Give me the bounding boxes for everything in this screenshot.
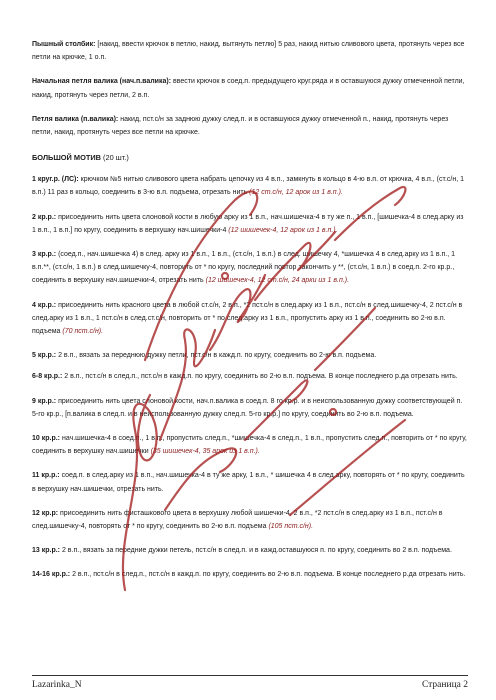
- row-text: крючком №5 нитью сливового цвета набрать цепочку из 4 в.п., замкнуть в кольцо в 4-ю в.п. от крючка, 4 в.п., (ст.с/н, 1 в.п.) 11 раз в кольцо, соединить в 3-ю в.п. подъема, отрезать нить: [32, 176, 464, 197]
- row-instruction: [32, 544, 468, 557]
- row-text: присоединить нить красного цвета в любой ст.с/н, 2 в.п., *2 пст.с/н в след.арку из 1 в.п., пст.с/н в след.шишечку-4, 2 пст.с/н в след.арку из 1 в.п., 1 пст.с/н в след.ст.с/н, повторить от * по след.арку из 1 в.п., пропустить арку из 1 в.п., соединить во 2-ю в.п. подъема: [32, 301, 463, 336]
- row-instruction: [32, 469, 468, 495]
- row-text: присоединить нить цвета слоновой кости, нач.п.валика в соед.п. 8 го кр.р. и в неиспользованную дужку соответствующей п. 5-го кр.р., [п.валика в след.п. и в неиспользованную дужку след.п. 5-го кр.р.] по кругу, соединить во 2-ю в.п. подъема.: [32, 397, 463, 418]
- row-heading: 3 кр.р.:: [32, 251, 57, 259]
- row-heading: 13 кр.р.:: [32, 547, 61, 555]
- definition-text: накид, пст.с/н за заднюю дужку след.п. и в оставшуюся дужку отмеченной п., накид, протянуть через петли, накид, протянуть через все петли на крючке.: [32, 115, 449, 137]
- row-heading: 9 кр.р.:: [32, 397, 57, 405]
- row-note: (105 пст.с/н).: [268, 523, 314, 531]
- row-note: (12 шишечек-4, 12 арок из 1 в.п.).: [228, 226, 338, 234]
- footer-page-number: Страница 2: [421, 680, 468, 690]
- row-instruction: [32, 507, 468, 533]
- row-text: 2 в.п., пст.с/н в след.п., пст.с/н в кажд.п. по кругу, соединить во 2-ю в.п. подъема. В конце последнего р.да отрезать нить.: [70, 571, 466, 579]
- row-text: 2 в.п., вязать за передние дужки петель, пст.с/н в след.п. и в кажд.оставшуюся п. по кругу, соединить во 2 в.п. подъема.: [60, 547, 452, 555]
- definition-term: Начальная петля валика (нач.п.валика):: [32, 78, 172, 86]
- row-heading: 14-16 кр.р.:: [32, 571, 71, 579]
- row-instruction: [32, 299, 468, 339]
- definition-term: Петля валика (п.валика):: [32, 115, 119, 123]
- row-instruction: [32, 568, 468, 581]
- row-text: (соед.п., нач.шишечка 4) в след. арку из 1 в.п., 1 в.п., (ст.с/н, 1 в.п.) в след. шишечку 4, *шишечка 4 в след.арку из 1 в.п., 1 в.п.**, (ст.с/н, 1 в.п.) в след.шишечку-4, повторить от * по кругу, последний повтор закончить у **, (ст.с/н, 1 в.п.) в соед.п. 2-го кр.р., соединить в верхушку нач.шишечки-4, отрезать нить: [32, 251, 456, 285]
- row-instruction: [32, 211, 468, 237]
- definition-puffy-stitch: [32, 38, 468, 64]
- row-instruction: [32, 432, 468, 458]
- row-instruction: [32, 349, 468, 362]
- row-instruction: [32, 248, 468, 288]
- row-instruction: [32, 395, 468, 421]
- row-heading: 1 круг.р. (ЛС):: [32, 176, 79, 184]
- row-text: присоединить нить фисташкового цвета в верхушку любой шишечки-4, 2 в.п., *2 пст.с/н в след.арку из 1 в.п., пст.с/н в след.шишечку-4, повторять от * по кругу, соединить во 2-ю в.п. подъема: [32, 509, 443, 531]
- row-text: 2 в.п., вязать за переднюю дужку петли, пст.с/н в кажд.п. по кругу, соединить во 2-ю в.п. подъема.: [56, 352, 377, 360]
- row-note: (12 шишечек-4, 12 ст.с/н, 24 арки из 1 в.п.).: [205, 277, 350, 285]
- row-heading: 2 кр.р.:: [32, 213, 57, 221]
- section-count: (20 шт.): [100, 153, 129, 163]
- row-note: (35 шишечек-4, 35 арок из 1 в.п.).: [150, 448, 260, 456]
- definition-text: [накид, ввести крючок в петлю, накид, вытянуть петлю] 5 раз, накид нитью сливового цвета, протянуть через все петли на крючке, 1 о.п.: [32, 41, 465, 62]
- row-text: нач.шишечка-4 в соед.п., 1 в.п., пропустить след.п., *шишечка-4 в след.п., 1 в.п., пропустить след.п., повторить от * по кругу, соединить в верхушку нач.шишечки: [32, 435, 467, 456]
- row-instruction: [32, 173, 468, 199]
- definition-text: ввести крючок в соед.п. предыдущего круг.ряда и в оставшуюся дужку отмеченной петли, накид, протянуть через петли, 2 в.п.: [32, 78, 465, 99]
- definition-roll-stitch: [32, 113, 468, 139]
- definition-term: Пышный столбик:: [32, 41, 96, 48]
- row-note: (12 ст.с/н, 12 арок из 1 в.п.).: [249, 189, 343, 197]
- document-body: [32, 38, 468, 593]
- definition-start-roll-stitch: [32, 75, 468, 101]
- row-text: присоединить нить цвета слоновой кости в любую арку из 1 в.п., нач.шишечка-4 в ту же п., 1 в.п., [шишечка-4 в след.арку из 1 в.п., 1 в.п.] по кругу, соединить в верхушку нач.шишечки-4: [32, 213, 464, 234]
- row-heading: 4 кр.р.:: [32, 301, 57, 309]
- section-title: БОЛЬШОЙ МОТИВ: [32, 153, 101, 163]
- row-text: 2 в.п., пст.с/н в след.п., пст.с/н в кажд.п. по кругу, соединить во 2-ю в.п. подъема. В конце последнего р.да отрезать нить.: [62, 373, 458, 381]
- row-heading: 11 кр.р.:: [32, 472, 60, 480]
- row-note: (70 пст.с/н).: [62, 328, 104, 336]
- row-heading: 10 кр.р.:: [32, 435, 61, 443]
- footer-divider: [32, 675, 468, 676]
- row-heading: 5 кр.р.:: [32, 352, 57, 360]
- row-heading: 6-8 кр.р.:: [32, 373, 63, 381]
- row-instruction: [32, 370, 468, 383]
- row-heading: 12 кр.р:: [32, 509, 59, 517]
- footer-author: Lazarinka_N: [32, 680, 82, 690]
- row-text: соед.п. в след.арку из 1 в.п., нач.шишечка-4 в ту же арку, 1 в.п., * шишечка 4 в след.арку, повторять от * по кругу, соединить в верхушку нач.шишечки, отрезать нить.: [32, 472, 465, 493]
- section-heading: [32, 152, 468, 164]
